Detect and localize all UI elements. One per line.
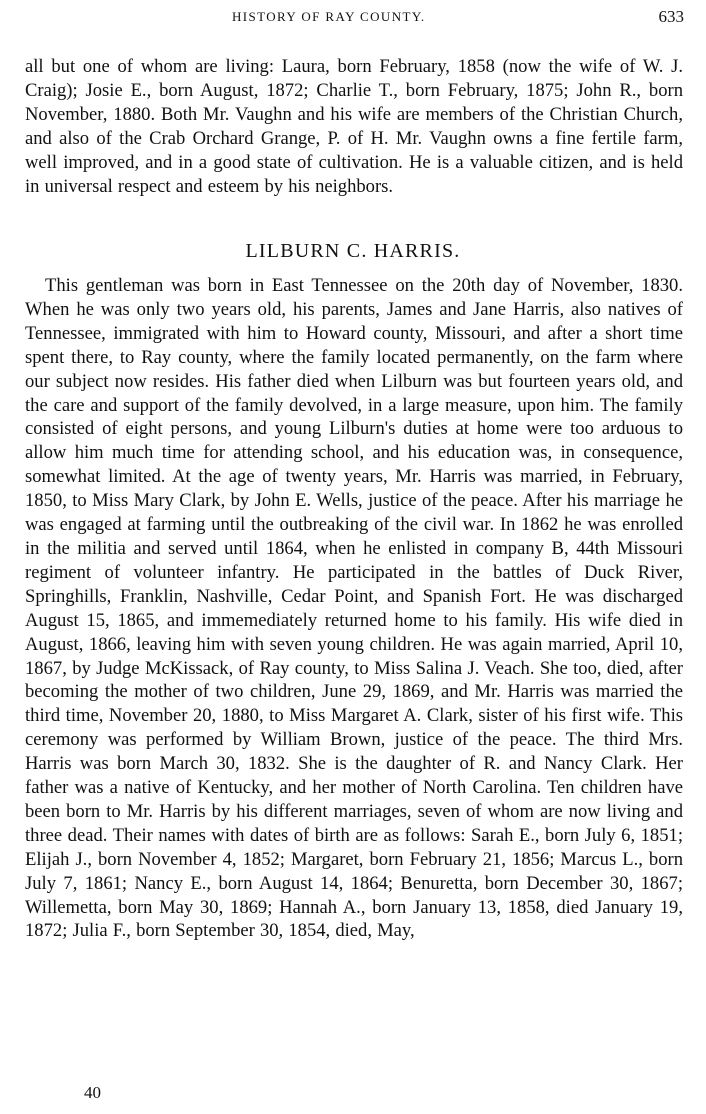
signature-mark: 40 — [84, 1083, 101, 1102]
page-header — [0, 9, 706, 33]
section-heading: LILBURN C. HARRIS. — [245, 240, 461, 262]
running-title: HISTORY OF RAY COUNTY. — [232, 9, 426, 24]
paragraph-biography: This gentleman was born in East Tennessee on the 20th day of November, 1830. When he was only two years old, his parents, James and Jane Harris, also natives of Tennessee, immigrated with him to Howard county, Missouri, and after a short time spent there, to Ray county, where the family located permanently, on the farm where our subject now resides. His father died when Lilburn was but fourteen years old, and the care and support of the family devolved, in a large measure, upon him. The family consisted of eight persons, and young Lilburn's duties at home were too arduous to allow him much time for attending school, and his education was, in consequence, somewhat limited. At the age of twenty years, Mr. Harris was married, in February, 1850, to Miss Mary Clark, by John E. Wells, justice of the peace. After his marriage he was engaged at farming until the outbreaking of the civil war. In 1862 he was enrolled in the militia and served until 1864, when he enlisted in company B, 44th Missouri regiment of volunteer infantry. He participated in the battles of Duck River, Springhills, Franklin, Nashville, Cedar Point, and Spanish Fort. He was discharged August 15, 1865, and immemediately returned home to his family. His wife died in August, 1866, leaving him with seven young children. He was again married, April 10, 1867, by Judge McKissack, of Ray county, to Miss Salina J. Veach. She too, died, after becoming the mother of two children, June 29, 1869, and Mr. Harris was married the third time, November 20, 1880, to Miss Margaret A. Clark, sister of his first wife. This ceremony was performed by William Brown, justice of the peace. The third Mrs. Harris was born March 30, 1832. She is the daughter of R. and Nancy Clark. Her father was a native of Kentucky, and her mother of North Carolina. Ten children have been born to Mr. Harris by his different marriages, seven of whom are now living and three dead. Their names with dates of birth are as follows: Sarah E., born July 6, 1851; Elijah J., born November 4, 1852; Margaret, born February 21, 1856; Marcus L., born July 7, 1861; Nancy E., born August 14, 1864; Benuretta, born December 30, 1867; Willemetta, born May 30, 1869; Hannah A., born January 13, 1858, died January 19, 1872; Julia F., born September 30, 1854, died, May, — [25, 275, 683, 942]
paragraph-continued: all but one of whom are living: Laura, born February, 1858 (now the wife of W. J. Craig); Josie E., born August, 1872; Charlie T., born February, 1875; John R., born November, 1880. Both Mr. Vaughn and his wife are members of the Christian Church, and also of the Crab Orchard Grange, P. of H. Mr. Vaughn owns a fine fertile farm, well improved, and in a good state of cultivation. He is a valuable citizen, and is held in universal respect and esteem by his neighbors. — [25, 56, 683, 197]
page-number: 633 — [658, 7, 684, 26]
